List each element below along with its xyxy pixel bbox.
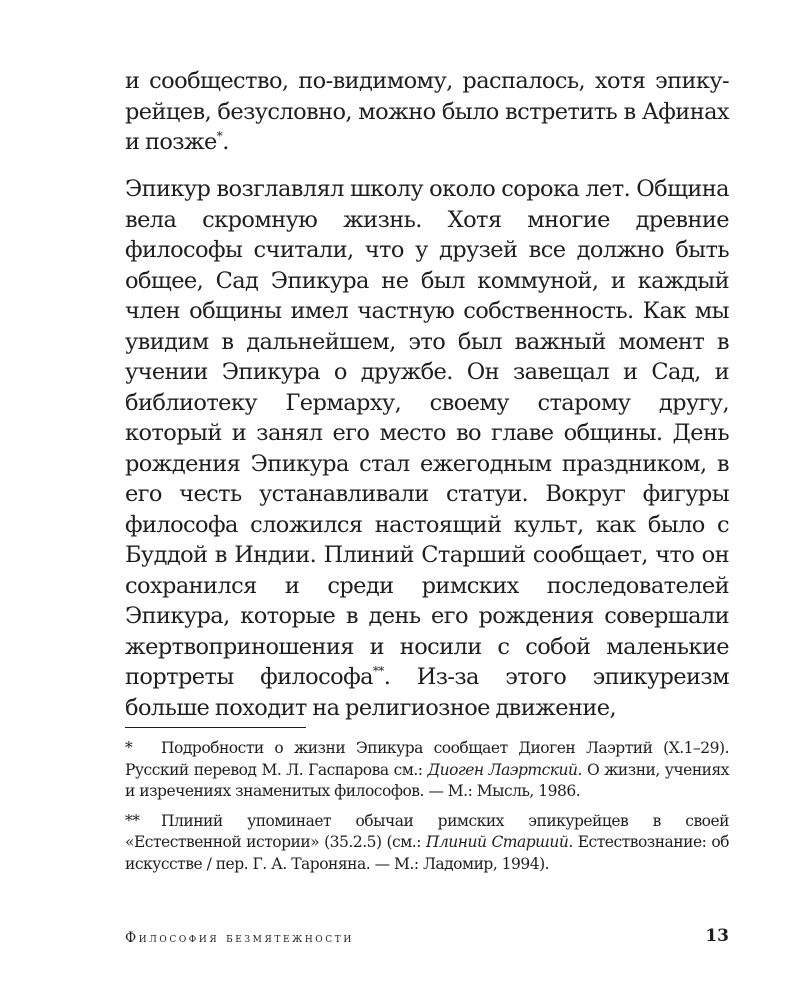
footnotes	[125, 738, 729, 875]
footnote-2	[125, 811, 729, 876]
page-number: 13	[705, 926, 729, 946]
footnote-1-marker: *	[125, 739, 133, 757]
paragraph-2-continuation: Из-за этого эпикуреизм больше походит на религиозное движение,	[125, 664, 729, 721]
paragraph-1-text: и сообщество, по-видимому, распалось, хотя эпику-рейцев, безусловно, можно было встретить в Афинах и позже	[125, 68, 729, 155]
footnote-2-text-before: Плиний упоминает обычаи римских эпикурейцев в своей «Естественной истории» (35.2.5) (см.:	[125, 811, 729, 851]
footnote-1-italic: Диоген Лаэртский	[427, 760, 578, 779]
footnote-ref-1[interactable]: *	[216, 129, 223, 143]
paragraph-2: Эпикур возглавлял школу около сорока лет. Община вела скромную жизнь. Хотя многие древние философы считали, что у друзей все должно быть общее, Сад Эпикура не был коммуной, и каждый член общины имел частную собственность. Как мы увидим в дальнейшем, это был важный момент в учении Эпикура о дружбе. Он завещал и Сад, и библиотеку Гермарху, своему старому другу, который и занял его место во главе общины. День рождения Эпикура стал ежегодным праздником, в его честь устанавливали статуи. Вокруг фигуры философа сложился настоящий культ, как было с Буддой в Индии. Плиний Старший сообщает, что он сохранился и среди римских последователей Эпикура, которые в день его рождения совершали жертвоприношения и носили с собой маленькие портреты философа**. Из-за этого эпикуреизм больше походит на религиозное движение,	[125, 176, 729, 721]
footnote-2-marker: **	[125, 811, 140, 830]
paragraph-2-text: Эпикур возглавлял школу около сорока лет. Община вела скромную жизнь. Хотя многие древние философы считали, что у друзей все должно быть общее, Сад Эпикура не был коммуной, и каждый член общины имел частную собственность. Как мы увидим в дальнейшем, это был важный момент в учении Эпикура о дружбе. Он завещал и Сад, и библиотеку Гермарху, своему старому другу, который и занял его место во главе общины. День рождения Эпикура стал ежегодным праздником, в его честь устанавливали статуи. Вокруг фигуры философа сложился настоящий культ, как было с Буддой в Индии. Плиний Старший сообщает, что он сохранился и среди римских последователей Эпикура, которые в день его рождения совершали жертвоприношения и носили с собой маленькие портреты философа	[125, 176, 729, 690]
footnote-1-text-after: . О жизни, учениях и изречениях знаменитых философов. — М.: Мысль, 1986.	[125, 760, 730, 800]
footnote-2-text-after: . Естествознание: об искусстве / пер. Г. А. Тароняна. — М.: Ладомир, 1994).	[125, 833, 729, 873]
running-title: Философия безмятежности	[125, 930, 354, 946]
footnote-2-italic: Плиний Старший	[425, 833, 569, 851]
footnote-1	[125, 738, 729, 803]
footnote-divider	[125, 727, 306, 728]
footnote-1-text-before: Подробности о жизни Эпикура сообщает Диоген Лаэртий (X.1–29). Русский перевод М. Л. Гаспарова см.:	[125, 739, 729, 779]
footnote-ref-2[interactable]: **	[372, 664, 384, 678]
paragraph-1: и сообщество, по-видимому, распалось, хотя эпику-рейцев, безусловно, можно было встретить в Афинах и позже*.	[125, 68, 729, 155]
